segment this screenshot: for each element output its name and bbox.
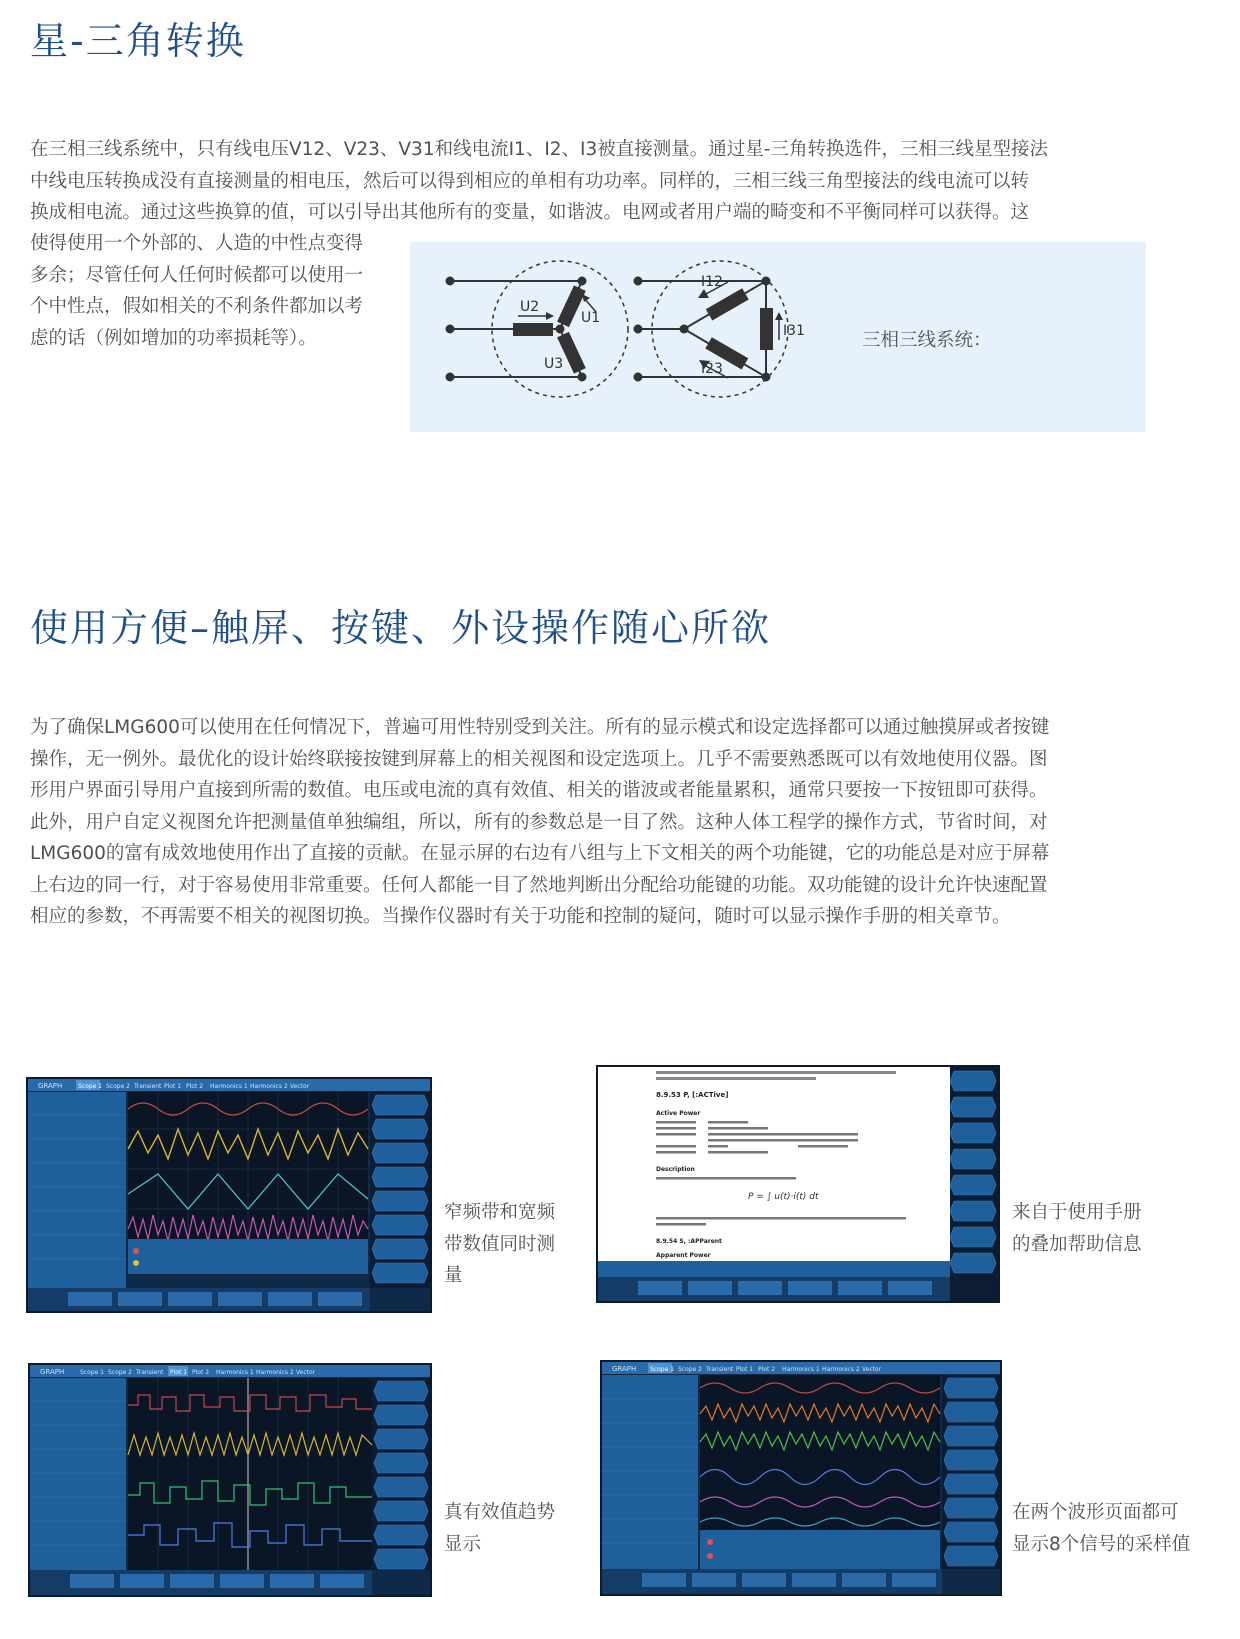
para-line: 此外，用户自定义视图允许把测量值单独编组，所以，所有的参数总是一目了然。这种人体工程学的操作方式，节省时间，对 (30, 811, 1048, 833)
section-title-star-delta: 星-三角转换 (30, 19, 246, 63)
trend-screen-graphic (30, 1365, 430, 1595)
svg-text:Active Power: Active Power (656, 1110, 701, 1117)
svg-text:8.9.53 P, [:ACTive]: 8.9.53 P, [:ACTive] (656, 1091, 729, 1099)
star-resistor-2 (513, 323, 553, 336)
para-line: 上右边的同一行，对于容易使用非常重要。任何人都能一目了然地判断出分配给功能键的功能。双功能键的设计允许快速配置 (30, 874, 1048, 896)
svg-text:Plot 1: Plot 1 (170, 1369, 188, 1376)
star-delta-paragraph-narrow (30, 228, 410, 354)
screen-eight-signals (600, 1360, 1002, 1596)
section-title-usability: 使用方便–触屏、按键、外设操作随心所欲 (30, 606, 772, 650)
svg-text:GRAPH: GRAPH (40, 1368, 65, 1376)
svg-text:Harmonics 2: Harmonics 2 (256, 1369, 294, 1376)
svg-text:Plot 2: Plot 2 (192, 1369, 210, 1376)
svg-text:Transient: Transient (134, 1083, 162, 1090)
caption-line: 量 (444, 1265, 463, 1286)
svg-text:Scope 2: Scope 2 (678, 1366, 703, 1373)
caption-line: 窄频带和宽频 (444, 1202, 556, 1223)
para-line: 形用户界面引导用户直接到所需的数值。电压或电流的真有效值、相关的谐波或者能量累积，通常只要按一下按钮即可获得。 (30, 780, 1048, 801)
label-i23: I23 (701, 361, 723, 377)
label-u3: U3 (544, 356, 564, 372)
svg-text:Scope 2: Scope 2 (106, 1083, 131, 1090)
label-i31: I31 (783, 323, 805, 339)
svg-text:Vector: Vector (296, 1369, 316, 1376)
svg-text:Plot 1: Plot 1 (164, 1083, 182, 1090)
para-line: 为了确保LMG600可以使用在任何情况下，普遍可用性特别受到关注。所有的显示模式和设定选择都可以通过触摸屏或者按键 (30, 717, 1050, 738)
para-line: 虑的话（例如增加的功率损耗等）。 (30, 327, 317, 349)
svg-text:GRAPH: GRAPH (612, 1365, 637, 1373)
svg-text:8.9.54 S, :APParent: 8.9.54 S, :APParent (656, 1238, 722, 1245)
system-label: 三相三线系统： (862, 330, 992, 351)
scope-screen-graphic (28, 1079, 430, 1311)
help-screen-graphic (598, 1067, 998, 1301)
star-delta-paragraph (30, 134, 1180, 229)
caption-line: 带数值同时测 (444, 1233, 556, 1255)
para-line: LMG600的富有成效地使用作出了直接的贡献。在显示屏的右边有八组与上下文相关的两个功能键，它的功能总是对应于屏幕 (30, 843, 1050, 864)
svg-text:Harmonics 1: Harmonics 1 (210, 1083, 248, 1090)
para-line: 在三相三线系统中，只有线电压V12、V23、V31和线电流I1、I2、I3被直接测量。通过星-三角转换选件，三相三线星型接法 (30, 139, 1048, 160)
svg-text:Scope 1: Scope 1 (78, 1083, 103, 1090)
caption-line: 在两个波形页面都可 (1012, 1502, 1179, 1523)
para-line: 相应的参数，不再需要不相关的视图切换。当操作仪器时有关于功能和控制的疑问，随时可以显示操作手册的相关章节。 (30, 906, 1011, 927)
svg-text:Transient: Transient (136, 1369, 164, 1376)
svg-text:Vector: Vector (290, 1083, 310, 1090)
usability-paragraph (30, 712, 1190, 933)
caption-screen-3 (444, 1497, 555, 1560)
para-line: 个中性点，假如相关的不利条件都加以考 (30, 296, 364, 317)
para-line: 中线电压转换成没有直接测量的相电压，然后可以得到相应的单相有功功率。同样的，三相三线三角型接法的线电流可以转 (30, 170, 1030, 192)
screen-help-manual (596, 1065, 1000, 1303)
para-line: 操作，无一例外。最优化的设计始终联接按键到屏幕上的相关视图和设定选项上。几乎不需要熟悉既可以有效地使用仪器。图 (30, 748, 1048, 770)
signals-screen-graphic (602, 1362, 1000, 1594)
caption-line: 显示8个信号的采样值 (1012, 1533, 1191, 1555)
svg-text:Vector: Vector (862, 1366, 882, 1373)
label-i12: I12 (701, 274, 723, 290)
delta-resistor-31 (760, 308, 773, 350)
screen-rms-trend (28, 1363, 432, 1597)
svg-text:P = ∫ u(t)·i(t) dt: P = ∫ u(t)·i(t) dt (748, 1192, 819, 1202)
svg-text:Plot 1: Plot 1 (736, 1366, 754, 1373)
caption-screen-1 (444, 1197, 555, 1292)
svg-text:Harmonics 2: Harmonics 2 (822, 1366, 860, 1373)
label-u2: U2 (520, 299, 540, 315)
svg-text:Scope 1: Scope 1 (80, 1369, 105, 1376)
delta-resistor-12 (706, 288, 749, 320)
para-line: 使得使用一个外部的、人造的中性点变得 (30, 233, 364, 254)
svg-text:GRAPH: GRAPH (38, 1082, 63, 1090)
caption-screen-2 (1012, 1197, 1142, 1260)
svg-text:Plot 2: Plot 2 (758, 1366, 776, 1373)
label-u1: U1 (581, 310, 601, 326)
svg-text:Description: Description (656, 1166, 695, 1173)
svg-text:Transient: Transient (706, 1366, 734, 1373)
screen-scope-waveforms (26, 1077, 432, 1313)
caption-line: 显示 (444, 1533, 482, 1555)
star-delta-diagram (410, 242, 1146, 432)
caption-line: 来自于使用手册 (1012, 1202, 1142, 1223)
svg-text:Scope 2: Scope 2 (108, 1369, 133, 1376)
svg-text:Harmonics 2: Harmonics 2 (250, 1083, 288, 1090)
para-line: 多余；尽管任何人任何时候都可以使用一 (30, 264, 364, 286)
star-delta-diagram-box (410, 242, 1146, 432)
svg-text:Plot 2: Plot 2 (186, 1083, 204, 1090)
svg-text:Harmonics 1: Harmonics 1 (782, 1366, 820, 1373)
para-line: 换成相电流。通过这些换算的值，可以引导出其他所有的变量，如谐波。电网或者用户端的畸变和不平衡同样可以获得。这 (30, 202, 1030, 223)
caption-screen-4 (1012, 1497, 1190, 1560)
svg-text:Harmonics 1: Harmonics 1 (216, 1369, 254, 1376)
svg-text:Scope 1: Scope 1 (650, 1366, 675, 1373)
caption-line: 的叠加帮助信息 (1012, 1233, 1142, 1255)
svg-text:Apparent Power: Apparent Power (656, 1252, 711, 1259)
caption-line: 真有效值趋势 (444, 1502, 556, 1523)
